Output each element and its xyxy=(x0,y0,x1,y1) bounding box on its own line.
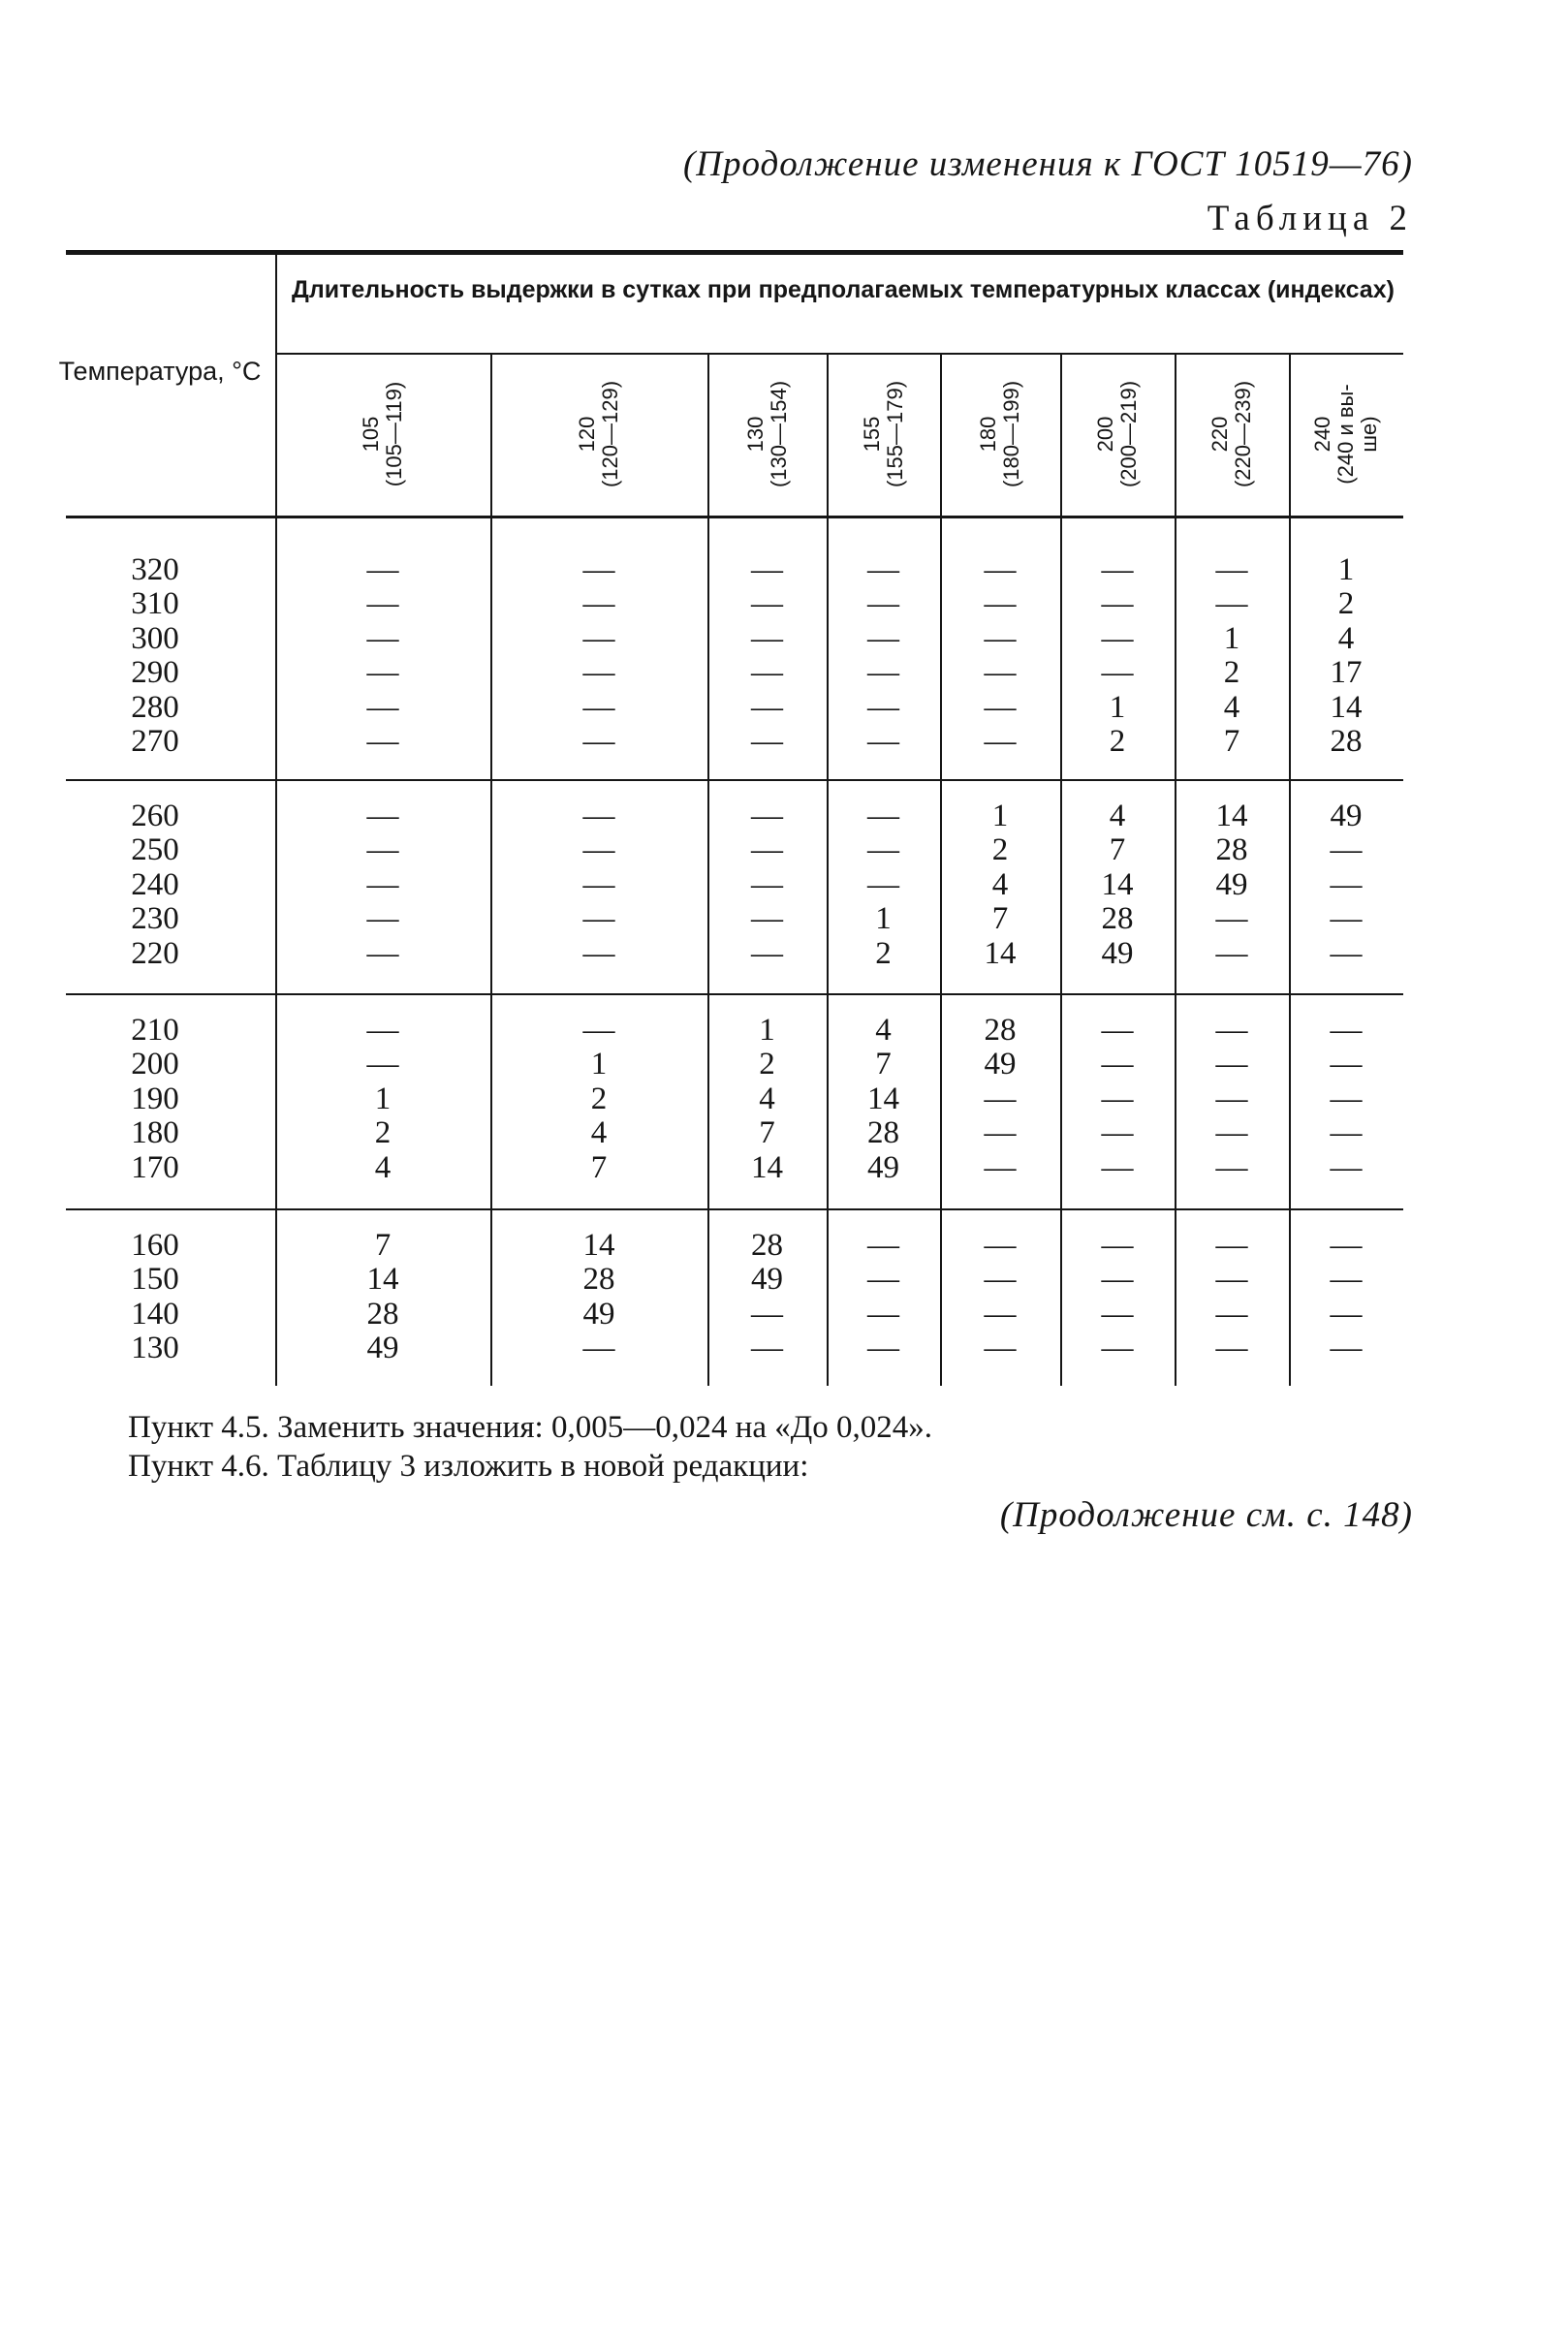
temperature-cell: 250 xyxy=(131,832,179,868)
class-header-1 xyxy=(575,380,622,488)
duration-cell: — xyxy=(1215,1115,1248,1151)
class-header-label: 105 (105—119) xyxy=(359,381,406,487)
duration-cell: 14 xyxy=(1330,689,1363,725)
duration-cell: — xyxy=(1101,1149,1134,1185)
duration-cell: — xyxy=(1330,866,1363,902)
duration-cell: — xyxy=(984,655,1017,691)
temperature-cell: 160 xyxy=(131,1228,179,1263)
temperature-cell: 320 xyxy=(131,552,179,587)
duration-cell: — xyxy=(1101,1081,1134,1116)
footer-note: (Продолжение см. с. 148) xyxy=(999,1495,1413,1535)
duration-cell: — xyxy=(867,832,899,868)
duration-cell: — xyxy=(984,1081,1017,1116)
temperature-cell: 260 xyxy=(131,799,179,833)
duration-cell: 1 xyxy=(991,799,1009,833)
temperature-cell: 290 xyxy=(131,655,179,691)
duration-cell: 1 xyxy=(1109,689,1126,725)
duration-cell: — xyxy=(1101,1296,1134,1332)
header-note: (Продолжение изменения к ГОСТ 10519—76) xyxy=(682,144,1413,184)
duration-cell: 4 xyxy=(1223,689,1240,725)
duration-cell: — xyxy=(1330,935,1363,971)
duration-cell: — xyxy=(867,1228,899,1263)
duration-cell: — xyxy=(1330,1149,1363,1185)
duration-cell: 4 xyxy=(991,866,1009,902)
group-separator xyxy=(66,779,1403,781)
duration-cell: — xyxy=(751,689,783,725)
duration-cell: — xyxy=(1101,1331,1134,1366)
duration-cell: — xyxy=(867,689,899,725)
duration-cell: — xyxy=(582,866,615,902)
duration-cell: — xyxy=(582,620,615,656)
duration-cell: — xyxy=(867,1331,899,1366)
class-header-label: 155 (155—179) xyxy=(859,380,907,488)
duration-cell: — xyxy=(1215,1228,1248,1263)
table-caption: Таблица 2 xyxy=(1207,199,1413,238)
duration-cell: — xyxy=(1215,586,1248,622)
duration-cell: — xyxy=(366,866,399,902)
temperature-cell: 130 xyxy=(131,1331,179,1366)
duration-cell: 14 xyxy=(582,1228,615,1263)
duration-cell: 14 xyxy=(1215,799,1248,833)
class-header-label: 120 (120—129) xyxy=(575,380,622,488)
duration-cell: — xyxy=(1101,1013,1134,1048)
duration-cell: — xyxy=(1330,1228,1363,1263)
duration-cell: 28 xyxy=(751,1228,783,1263)
duration-cell: — xyxy=(1215,935,1248,971)
duration-cell: 1 xyxy=(875,901,892,937)
duration-cell: — xyxy=(1215,1149,1248,1185)
duration-cell: 28 xyxy=(1101,901,1134,937)
duration-cell: 14 xyxy=(751,1149,783,1185)
duration-cell: — xyxy=(867,655,899,691)
duration-cell: — xyxy=(1101,1115,1134,1151)
duration-cell: 2 xyxy=(759,1047,775,1082)
duration-cell: — xyxy=(984,1296,1017,1332)
duration-cell: — xyxy=(366,1013,399,1048)
duration-cell: — xyxy=(751,724,783,759)
duration-cell: — xyxy=(366,620,399,656)
duration-cell: — xyxy=(751,620,783,656)
duration-cell: 49 xyxy=(984,1047,1017,1082)
duration-cell: — xyxy=(751,655,783,691)
duration-cell: 17 xyxy=(1330,655,1363,691)
duration-cell: 4 xyxy=(1109,799,1126,833)
temperature-cell: 210 xyxy=(131,1013,179,1048)
duration-cell: — xyxy=(1101,1262,1134,1298)
duration-cell: — xyxy=(1330,901,1363,937)
duration-cell: 2 xyxy=(875,935,892,971)
duration-cell: — xyxy=(751,832,783,868)
duration-cell: — xyxy=(867,620,899,656)
duration-cell: 14 xyxy=(984,935,1017,971)
duration-cell: — xyxy=(366,724,399,759)
duration-cell: — xyxy=(582,689,615,725)
duration-cell: — xyxy=(1101,586,1134,622)
duration-cell: 4 xyxy=(1337,620,1355,656)
class-header-label: 240 (240 и вы- ше) xyxy=(1310,384,1381,485)
temperature-cell: 270 xyxy=(131,724,179,759)
duration-cell: — xyxy=(867,799,899,833)
duration-cell: 14 xyxy=(1101,866,1134,902)
duration-cell: 28 xyxy=(984,1013,1017,1048)
temperature-cell: 240 xyxy=(131,866,179,902)
duration-cell: 1 xyxy=(1337,552,1355,587)
duration-cell: 1 xyxy=(374,1081,392,1116)
duration-cell: — xyxy=(984,1262,1017,1298)
temperature-cell: 310 xyxy=(131,586,179,622)
duration-group-header: Длительность выдержки в сутках при предполагаемых температурных классах (индексах) xyxy=(292,276,1395,303)
duration-cell: 7 xyxy=(1223,724,1240,759)
duration-cell: — xyxy=(366,935,399,971)
duration-cell: 7 xyxy=(1109,832,1126,868)
duration-cell: 49 xyxy=(1330,799,1363,833)
table-top-rule xyxy=(66,250,1403,255)
class-header-rule xyxy=(275,353,1403,355)
duration-cell: 7 xyxy=(875,1047,892,1082)
duration-cell: 4 xyxy=(875,1013,892,1048)
duration-cell: — xyxy=(751,1296,783,1332)
paragraph-4-5: Пункт 4.5. Заменить значения: 0,005—0,024 на «До 0,024». xyxy=(128,1410,933,1445)
class-header-6 xyxy=(1207,380,1255,488)
temperature-cell: 220 xyxy=(131,935,179,971)
duration-cell: 49 xyxy=(867,1149,899,1185)
duration-cell: 2 xyxy=(1337,586,1355,622)
duration-cell: — xyxy=(1215,1013,1248,1048)
duration-cell: — xyxy=(1330,1081,1363,1116)
duration-cell: — xyxy=(867,552,899,587)
duration-cell: — xyxy=(582,935,615,971)
duration-cell: — xyxy=(751,552,783,587)
duration-cell: — xyxy=(1330,832,1363,868)
duration-cell: — xyxy=(867,586,899,622)
duration-cell: 2 xyxy=(1223,655,1240,691)
duration-cell: 28 xyxy=(867,1115,899,1151)
duration-cell: — xyxy=(582,552,615,587)
duration-cell: — xyxy=(582,586,615,622)
class-header-label: 200 (200—219) xyxy=(1093,380,1141,488)
duration-cell: 7 xyxy=(991,901,1009,937)
duration-cell: — xyxy=(867,1296,899,1332)
duration-cell: 1 xyxy=(1223,620,1240,656)
duration-cell: — xyxy=(1101,1047,1134,1082)
duration-cell: — xyxy=(751,1331,783,1366)
temperature-cell: 150 xyxy=(131,1262,179,1298)
duration-cell: — xyxy=(984,724,1017,759)
duration-cell: — xyxy=(1101,655,1134,691)
duration-cell: 2 xyxy=(991,832,1009,868)
duration-cell: — xyxy=(1330,1047,1363,1082)
duration-cell: — xyxy=(366,1047,399,1082)
duration-cell: 2 xyxy=(374,1115,392,1151)
duration-cell: — xyxy=(984,1115,1017,1151)
class-header-label: 180 (180—199) xyxy=(976,380,1023,488)
duration-cell: — xyxy=(1215,1047,1248,1082)
duration-cell: — xyxy=(867,724,899,759)
duration-cell: — xyxy=(582,1331,615,1366)
duration-cell: — xyxy=(984,552,1017,587)
temperature-cell: 200 xyxy=(131,1047,179,1082)
class-header-4 xyxy=(976,380,1023,488)
duration-cell: — xyxy=(1101,1228,1134,1263)
duration-cell: — xyxy=(984,689,1017,725)
duration-cell: — xyxy=(1215,1331,1248,1366)
duration-cell: — xyxy=(1330,1115,1363,1151)
duration-cell: 1 xyxy=(759,1013,775,1048)
duration-cell: — xyxy=(751,901,783,937)
duration-cell: 28 xyxy=(366,1296,399,1332)
temperature-column-header: Температура, °С xyxy=(58,357,262,386)
temperature-cell: 280 xyxy=(131,689,179,725)
duration-cell: — xyxy=(582,832,615,868)
header-bottom-rule xyxy=(66,516,1403,518)
duration-cell: 4 xyxy=(590,1115,608,1151)
duration-cell: 7 xyxy=(374,1228,392,1263)
group-separator xyxy=(66,1208,1403,1210)
duration-cell: — xyxy=(1330,1013,1363,1048)
duration-cell: — xyxy=(751,935,783,971)
duration-cell: 28 xyxy=(1330,724,1363,759)
duration-cell: — xyxy=(366,832,399,868)
duration-cell: — xyxy=(1215,1081,1248,1116)
temperature-cell: 190 xyxy=(131,1081,179,1116)
duration-cell: 49 xyxy=(582,1296,615,1332)
duration-cell: 49 xyxy=(1101,935,1134,971)
duration-cell: — xyxy=(1215,552,1248,587)
duration-cell: — xyxy=(1101,620,1134,656)
duration-cell: — xyxy=(867,866,899,902)
duration-cell: — xyxy=(1215,1296,1248,1332)
duration-cell: — xyxy=(984,1228,1017,1263)
temperature-cell: 230 xyxy=(131,901,179,937)
class-header-3 xyxy=(859,380,907,488)
duration-cell: — xyxy=(984,620,1017,656)
group-separator xyxy=(66,993,1403,995)
duration-cell: 28 xyxy=(1215,832,1248,868)
duration-cell: — xyxy=(582,901,615,937)
duration-cell: — xyxy=(1330,1331,1363,1366)
duration-cell: — xyxy=(984,1331,1017,1366)
duration-cell: — xyxy=(1330,1262,1363,1298)
duration-cell: — xyxy=(1215,1262,1248,1298)
duration-cell: 7 xyxy=(759,1115,775,1151)
duration-cell: — xyxy=(582,799,615,833)
duration-cell: — xyxy=(751,586,783,622)
duration-cell: — xyxy=(366,689,399,725)
duration-cell: 2 xyxy=(590,1081,608,1116)
class-header-5 xyxy=(1093,380,1141,488)
duration-cell: — xyxy=(366,552,399,587)
duration-cell: 7 xyxy=(590,1149,608,1185)
duration-cell: — xyxy=(751,866,783,902)
duration-cell: 1 xyxy=(590,1047,608,1082)
duration-cell: — xyxy=(1215,901,1248,937)
duration-cell: 49 xyxy=(751,1262,783,1298)
paragraph-4-6: Пункт 4.6. Таблицу 3 изложить в новой редакции: xyxy=(128,1449,809,1484)
duration-cell: — xyxy=(366,799,399,833)
class-header-0 xyxy=(359,381,406,487)
duration-cell: — xyxy=(1330,1296,1363,1332)
duration-cell: — xyxy=(366,901,399,937)
duration-cell: — xyxy=(984,586,1017,622)
duration-cell: 4 xyxy=(374,1149,392,1185)
duration-cell: — xyxy=(867,1262,899,1298)
duration-cell: 2 xyxy=(1109,724,1126,759)
duration-cell: — xyxy=(366,586,399,622)
temperature-cell: 180 xyxy=(131,1115,179,1151)
temperature-cell: 140 xyxy=(131,1296,179,1332)
duration-cell: 4 xyxy=(759,1081,775,1116)
duration-cell: — xyxy=(366,655,399,691)
duration-cell: 14 xyxy=(867,1081,899,1116)
duration-cell: 49 xyxy=(1215,866,1248,902)
class-header-7 xyxy=(1310,384,1381,485)
class-header-label: 130 (130—154) xyxy=(742,380,791,488)
duration-cell: — xyxy=(582,724,615,759)
duration-cell: 28 xyxy=(582,1262,615,1298)
duration-cell: 49 xyxy=(366,1331,399,1366)
duration-cell: — xyxy=(1101,552,1134,587)
duration-cell: — xyxy=(751,799,783,833)
temperature-cell: 170 xyxy=(131,1149,179,1185)
class-header-label: 220 (220—239) xyxy=(1207,380,1255,488)
duration-cell: 14 xyxy=(366,1262,399,1298)
duration-cell: — xyxy=(984,1149,1017,1185)
duration-cell: — xyxy=(582,655,615,691)
duration-cell: — xyxy=(582,1013,615,1048)
temperature-cell: 300 xyxy=(131,620,179,656)
